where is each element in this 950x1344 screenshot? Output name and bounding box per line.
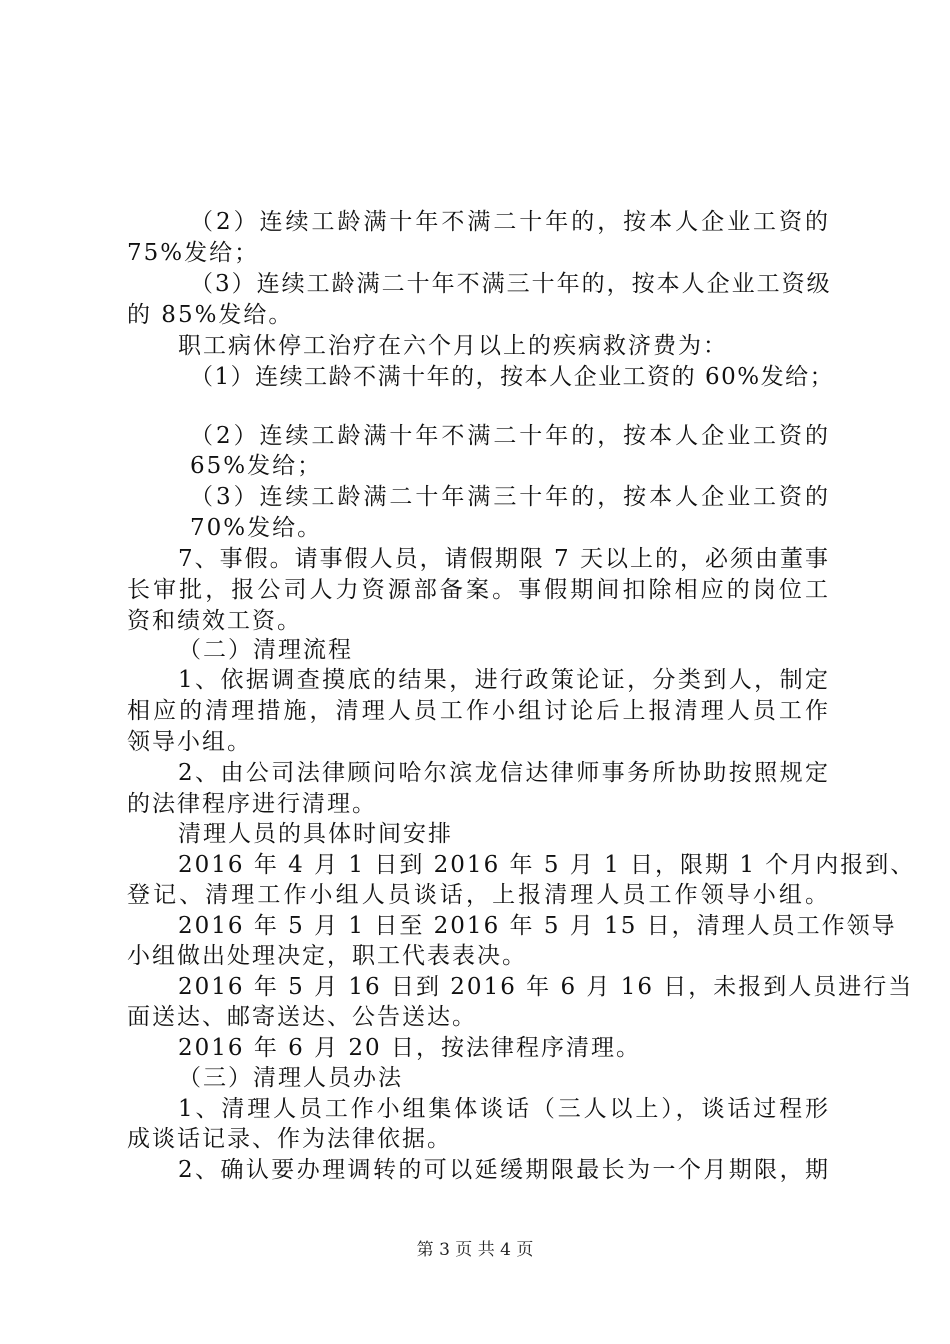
text-line: 领导小组。 bbox=[127, 729, 252, 755]
text-line: 职工病休停工治疗在六个月以上的疾病救济费为： bbox=[178, 333, 728, 359]
section-heading: （二）清理流程 bbox=[178, 637, 353, 663]
text-line: 的法律程序进行清理。 bbox=[127, 791, 377, 817]
text-line: 2016 年 5 月 16 日到 2016 年 6 月 16 日，未报到人员进行当 bbox=[178, 974, 914, 1000]
text-line: （1）连续工龄不满十年的，按本人企业工资的 60%发给； bbox=[190, 364, 835, 390]
text-line: 70%发给。 bbox=[190, 515, 323, 541]
text-line: 2016 年 5 月 1 日至 2016 年 5 月 15 日，清理人员工作领导 bbox=[178, 913, 897, 939]
text-line: （2）连续工龄满十年不满二十年的，按本人企业工资的 bbox=[190, 209, 830, 235]
text-line: 65%发给； bbox=[190, 453, 323, 479]
page-footer: 第 3 页 共 4 页 bbox=[416, 1240, 534, 1260]
text-line: （3）连续工龄满二十年满三十年的，按本人企业工资的 bbox=[190, 484, 830, 510]
section-heading: （三）清理人员办法 bbox=[178, 1065, 403, 1091]
text-line: 2、确认要办理调转的可以延缓期限最长为一个月期限，期 bbox=[178, 1157, 830, 1183]
text-line: （3）连续工龄满二十年不满三十年的，按本人企业工资级 bbox=[190, 271, 832, 297]
text-line: 1、清理人员工作小组集体谈话（三人以上），谈话过程形 bbox=[178, 1096, 830, 1122]
text-line: 成谈话记录、作为法律依据。 bbox=[127, 1126, 452, 1152]
text-line: 登记、清理工作小组人员谈话，上报清理人员工作领导小组。 bbox=[127, 882, 830, 908]
text-line: 资和绩效工资。 bbox=[127, 608, 302, 634]
text-line: 2016 年 4 月 1 日到 2016 年 5 月 1 日，限期 1 个月内报到、 bbox=[178, 852, 916, 878]
text-line: 小组做出处理决定，职工代表表决。 bbox=[127, 943, 527, 969]
text-line: 7、事假。请事假人员，请假期限 7 天以上的，必须由董事 bbox=[178, 546, 830, 572]
text-line: 相应的清理措施，清理人员工作小组讨论后上报清理人员工作 bbox=[127, 698, 830, 724]
text-line: 2016 年 6 月 20 日，按法律程序清理。 bbox=[178, 1035, 641, 1061]
text-line: 75%发给； bbox=[127, 240, 260, 266]
section-heading: 清理人员的具体时间安排 bbox=[178, 821, 453, 847]
text-line: 面送达、邮寄送达、公告送达。 bbox=[127, 1004, 477, 1030]
text-line: 长审批，报公司人力资源部备案。事假期间扣除相应的岗位工 bbox=[127, 577, 830, 603]
text-line: 2、由公司法律顾问哈尔滨龙信达律师事务所协助按照规定 bbox=[178, 760, 830, 786]
text-line: 的 85%发给。 bbox=[127, 302, 294, 328]
text-line: （2）连续工龄满十年不满二十年的，按本人企业工资的 bbox=[190, 423, 830, 449]
text-line: 1、依据调查摸底的结果，进行政策论证，分类到人，制定 bbox=[178, 667, 830, 693]
